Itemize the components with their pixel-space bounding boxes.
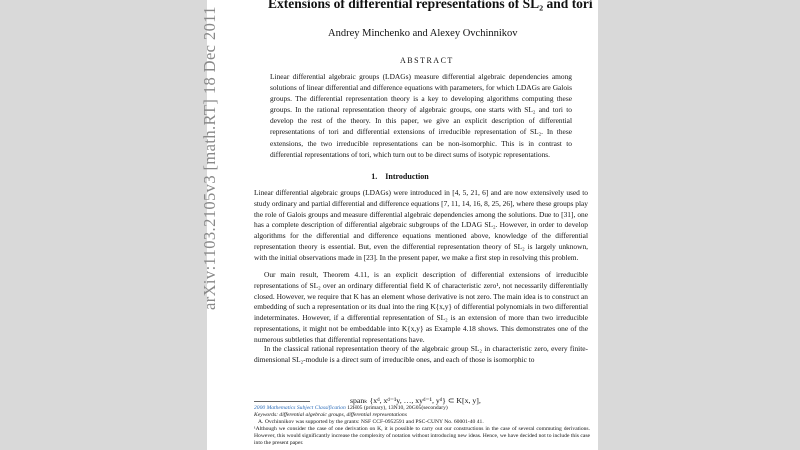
footnotes bbox=[254, 405, 590, 448]
section-heading bbox=[0, 172, 800, 181]
abstract-text: Linear differential algebraic groups (LDAGs) measure differential algebraic dependencies among solutions of linear differential and difference equations with parameters, for which LDAGs are Galois groups. The differential representation theory is a key to developing algorithms computing these groups. In the rational representation theory of algebraic groups, one starts with SL₂ and tori to develop the rest of the theory. In this paper, we give an explicit description of differential representations of tori and differential extensions of irreducible representation of SL₂. In these extensions, the two irreducible representations can be non-isomorphic. This is in contrast to differential representations of tori, which turn out to be direct sums of isotypic representations. bbox=[270, 72, 572, 159]
paper-title: Extensions of differential representations of SL₂ and tori bbox=[268, 0, 593, 11]
footnote-keywords: Keywords: differential algebraic groups, differential representations bbox=[254, 412, 407, 419]
span-formula: spanₖ {xᵈ, xᵈ⁻¹y, …, xyᵈ⁻¹, yᵈ} ⊂ K[x, y], bbox=[350, 396, 481, 405]
msc-codes: 12H05 (primary), 13N10, 20G05(secondary) bbox=[345, 405, 448, 411]
msc-link[interactable]: 2000 Mathematics Subject Classification bbox=[254, 405, 346, 411]
footnote-1: ¹Although we consider the case of one derivation on K, it is possible to carry out our constructions in the case of several commuting derivations. However, this would significantly increase the complexity of notation without introducing new ideas. Hence, we have decided not to include this case into the present paper. bbox=[254, 426, 590, 447]
arxiv-stamp: arXiv:1103.2105v3 [math.RT] 18 Dec 2011 bbox=[200, 6, 219, 310]
footnote-rule bbox=[254, 401, 310, 402]
footnote-grant: A. Ovchinnikov was supported by the grants: NSF CCF-0952591 and PSC-CUNY No. 60001-40 41. bbox=[258, 419, 484, 426]
intro-paragraph-1: Linear differential algebraic groups (LDAGs) were introduced in [4, 5, 21, 6] and are now extensively used to study ordinary and partial differential and difference equations [7, 11, 14, 16, 8, 25, 26], where these groups play the role of Galois groups and measure differential algebraic dependencies among the solutions. Due to [31], one has a complete description of differential algebraic subgroups of the LDAG SL₂. However, in order to develop algorithms for the differential and difference equations mentioned above, knowledge of the differential representation theory is essential. But, even the differential representation theory of SL₂ is largely unknown, with the initial observations made in [23]. In the present paper, we make a first step in resolving this problem. bbox=[254, 188, 588, 262]
intro-paragraph-2: Our main result, Theorem 4.11, is an explicit description of differential extensions of irreducible representations of SL₂ over an ordinary differential field K of characteristic zero¹, not necessarily differentially closed. However, we require that K has an element whose derivative is not zero. The main idea is to construct an embedding of such a representation or its dual into the ring K{x,y} of differential polynomials in two differential indeterminates. However, if a differential representation of SL₂ is an extension of more than two irreducible representations, it might not be embeddable into K{x,y} as Example 4.18 shows. This demonstrates one of the numerous subtleties that differential representations have. bbox=[254, 270, 588, 344]
section-title: Introduction bbox=[385, 172, 429, 181]
section-number: 1. bbox=[371, 172, 378, 181]
abstract-heading: ABSTRACT bbox=[400, 56, 454, 65]
intro-paragraph-3: In the classical rational representation theory of the algebraic group SL₂ in characteristic zero, every finite-dimensional SL₂-module is a direct sum of irreducible ones, and each of those is isomorphic to bbox=[254, 344, 588, 364]
paper-authors: Andrey Minchenko and Alexey Ovchinnikov bbox=[328, 28, 518, 39]
